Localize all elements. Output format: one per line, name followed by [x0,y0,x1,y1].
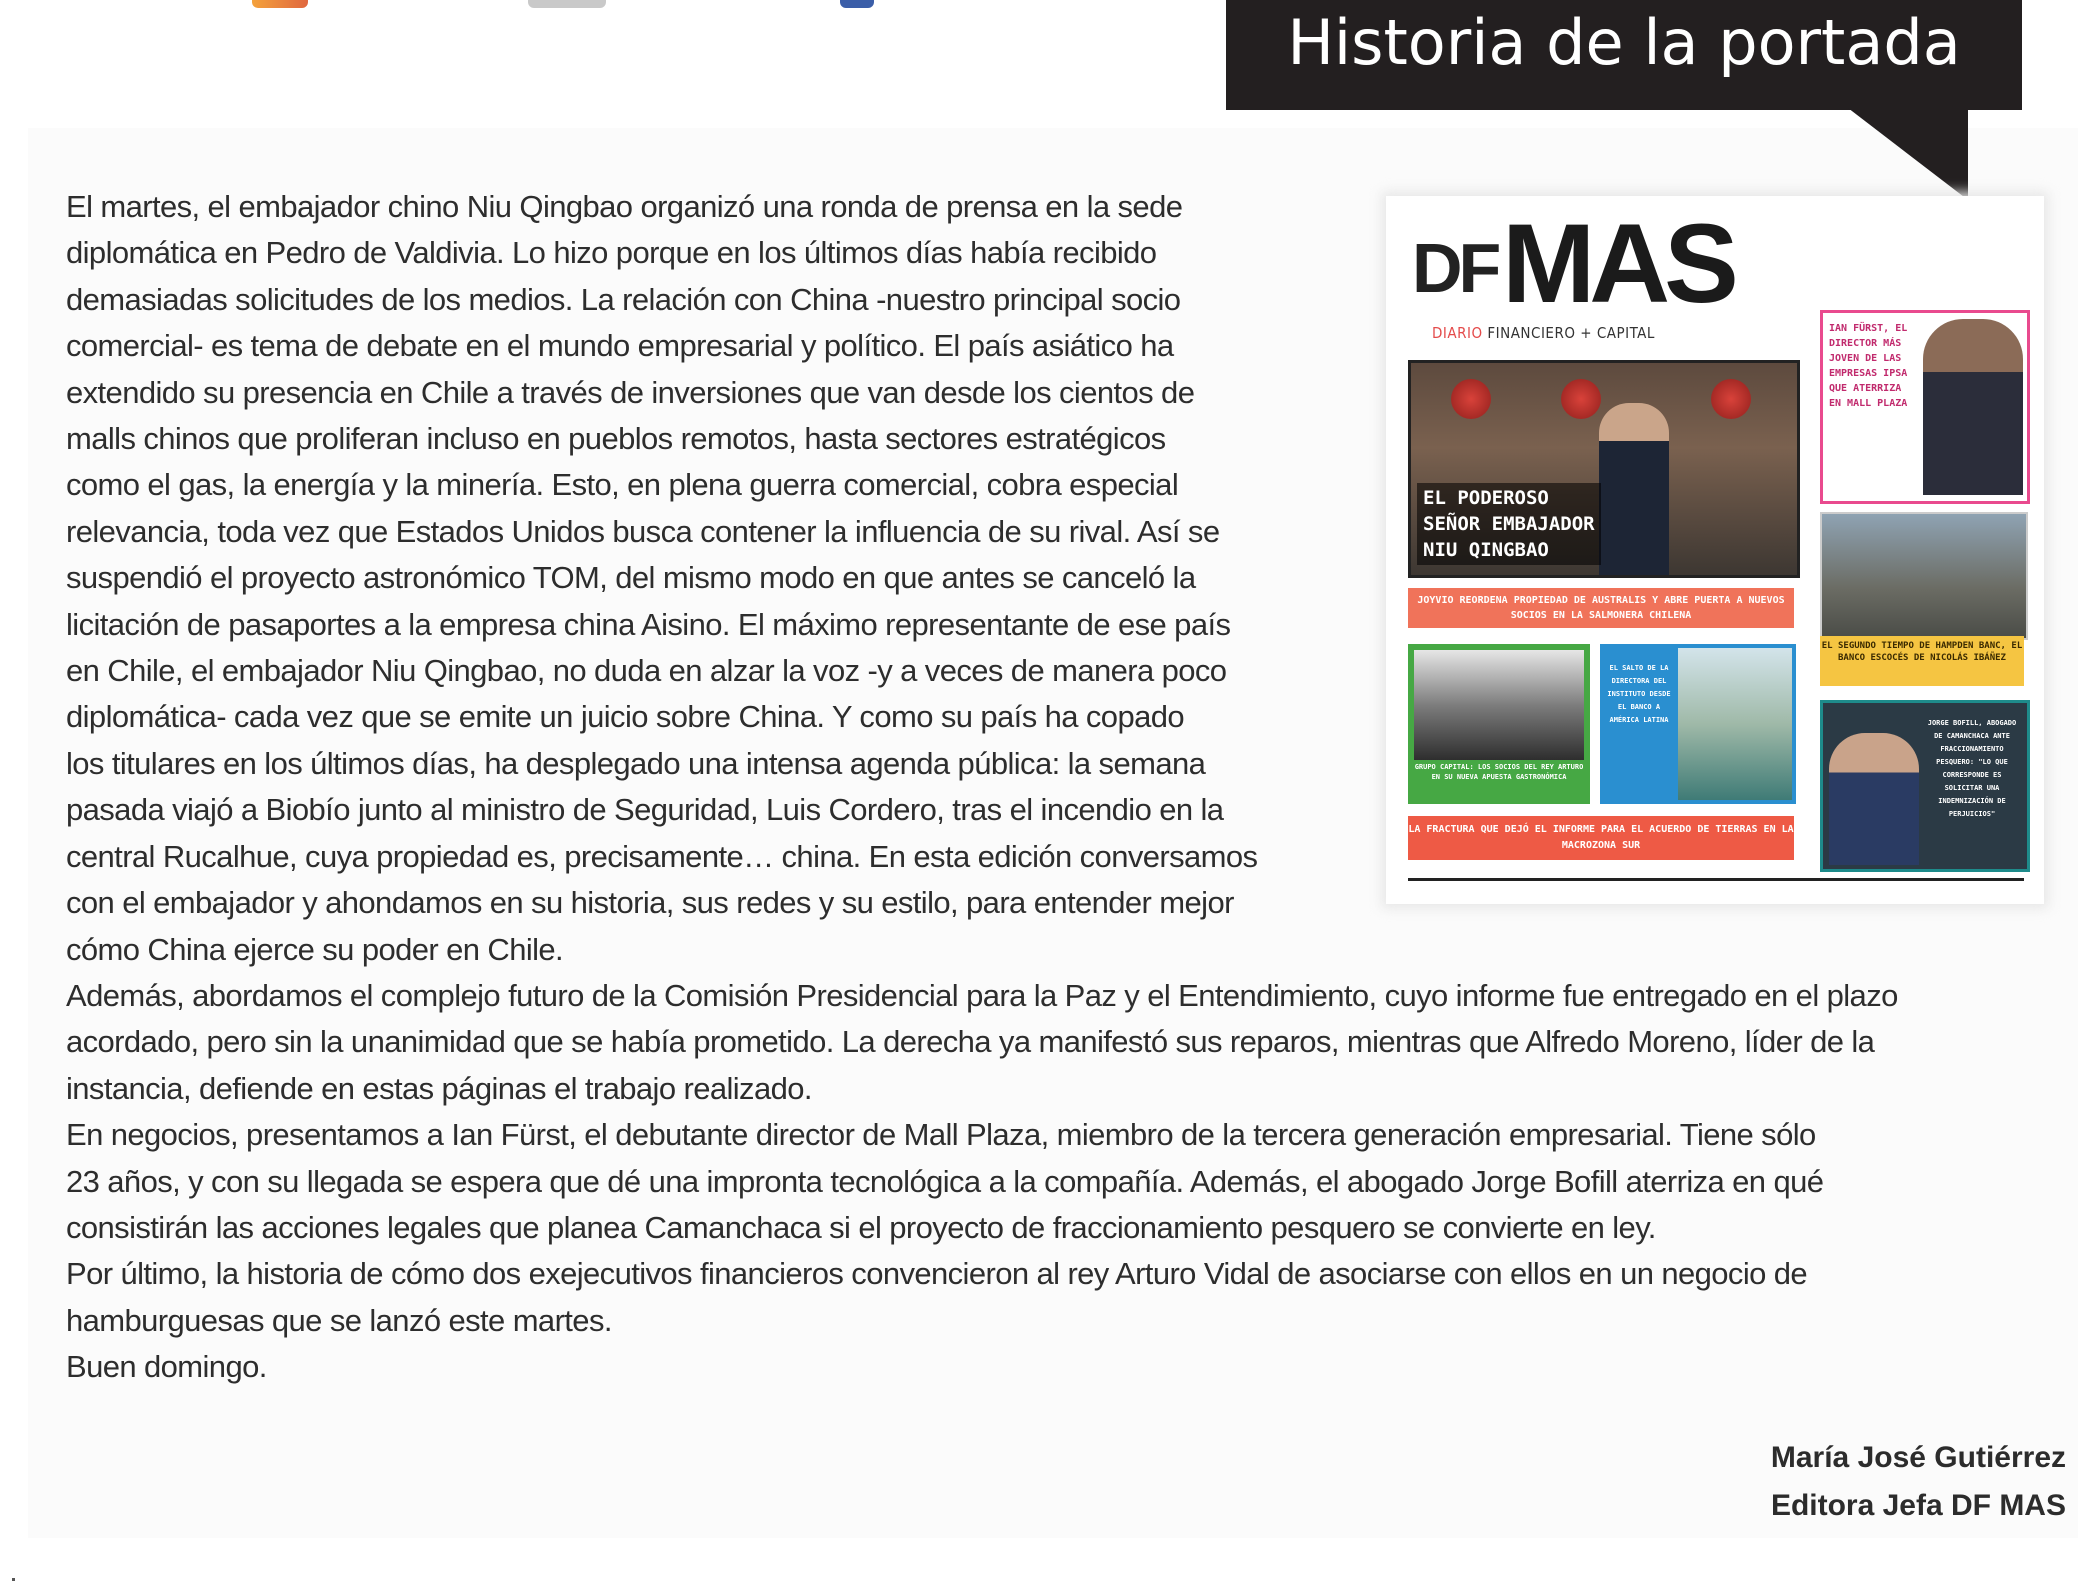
cover-story-teal [1820,700,2030,872]
article-line: diplomática- cada vez que se emite un juicio sobre China. Y como su país ha copado [66,699,1185,735]
article-line: con el embajador y ahondamos en su historia, sus redes y su estilo, para entender mejor [66,885,1234,921]
article-line: hamburguesas que se lanzó este martes. [66,1302,612,1338]
article-line: malls chinos que proliferan incluso en pueblos remotos, hasta sectores estratégicos [66,421,1166,457]
instagram-icon[interactable] [252,0,308,8]
article-line: instancia, defiende en estas páginas el trabajo realizado. [66,1070,812,1106]
page-mark [12,1578,15,1581]
article-line: Buen domingo. [66,1349,267,1385]
lawyer-figure [1829,733,1919,865]
social-icon[interactable] [528,0,606,8]
article-line: comercial- es tema de debate en el mundo empresarial y político. El país asiático ha [66,328,1174,364]
cover-story-blue [1600,644,1796,804]
logo-mas: MAS [1502,201,1733,326]
hero-caption-line: NIU QINGBAO [1423,539,1549,561]
logo-subtitle [1432,324,1655,342]
article-line: 23 años, y con su llegada se espera que dé una impronta tecnológica a la compañía. Además, el abogado Jorge Bofill aterriza en qué [66,1163,1824,1199]
group-photo [1414,650,1584,760]
article-line: como el gas, la energía y la minería. Esto, en plena guerra comercial, cobra especial [66,467,1179,503]
article-line: Por último, la historia de cómo dos exejecutivos financieros convencieron al rey Arturo Vidal de asociarse con ellos en un negocio de [66,1256,1808,1292]
cover-rule [1408,878,2024,881]
hero-caption [1417,483,1601,565]
green-story-caption: GRUPO CAPITAL: LOS SOCIOS DEL REY ARTURO EN SU NUEVA APUESTA GASTRONÓMICA [1414,763,1584,781]
hero-caption-line: SEÑOR EMBAJADOR [1423,513,1595,535]
logo-sub-red: DIARIO [1432,324,1483,342]
cover-hero-photo [1408,360,1800,578]
article-line: central Rucalhue, cuya propiedad es, precisamente… china. En esta edición conversamos [66,838,1258,874]
cover-building-photo [1820,512,2028,640]
article-line: cómo China ejerce su poder en Chile. [66,931,564,967]
article-line: los titulares en los últimos días, ha desplegado una intensa agenda pública: la semana [66,745,1206,781]
article-line: en Chile, el embajador Niu Qingbao, no duda en alzar la voz -y a veces de manera poco [66,653,1227,689]
hero-caption-line: EL PODEROSO [1423,487,1549,509]
section-banner [1226,0,2022,110]
teal-story-text: JORGE BOFILL, ABOGADO DE CAMANCHACA ANTE FRACCIONAMIENTO PESQUERO: "LO QUE CORRESPONDE ES SOLICITAR UNA INDEMNIZACIÓN DE PERJUICIOS" [1927,719,2017,818]
article-line: relevancia, toda vez que Estados Unidos busca contener la influencia de su rival. Así se [66,513,1220,549]
salmon-story-text: JOYVIO REORDENA PROPIEDAD DE AUSTRALIS Y ABRE PUERTA A NUEVOS SOCIOS EN LA SALMONERA CHILENA [1408,588,1794,628]
cover-story-pink [1820,310,2030,504]
author-role: Editora Jefa DF MAS [1770,1489,2066,1522]
cover-story-green [1408,644,1590,804]
logo-df: DF [1412,229,1498,307]
article-line: Además, abordamos el complejo futuro de la Comisión Presidencial para la Paz y el Entendimiento, cuyo informe fue entregado en el plazo [66,977,1898,1013]
yellow-story-text: EL SEGUNDO TIEMPO DE HAMPDEN BANC, EL BANCO ESCOCÉS DE NICOLÁS IBÁÑEZ [1820,636,2024,686]
facebook-icon[interactable] [840,0,874,8]
woman-photo [1678,648,1792,800]
red-story-text: LA FRACTURA QUE DEJÓ EL INFORME PARA EL ACUERDO DE TIERRAS EN LA MACROZONA SUR [1408,816,1794,860]
signature [1771,1434,2066,1530]
article-line: pasada viajó a Biobío junto al ministro de Seguridad, Luis Cordero, tras el incendio en la [66,792,1224,828]
lantern-shape [1451,379,1491,419]
lantern-shape [1561,379,1601,419]
article-line: suspendió el proyecto astronómico TOM, del mismo modo en que antes se canceló la [66,560,1196,596]
pink-story-text: IAN FÜRST, EL DIRECTOR MÁS JOVEN DE LAS EMPRESAS IPSA QUE ATERRIZA EN MALL PLAZA [1829,323,1908,409]
portrait-figure [1923,319,2023,495]
author-name: María José Gutiérrez [1770,1441,2066,1474]
article-line: El martes, el embajador chino Niu Qingbao organizó una ronda de prensa en la sede [66,189,1183,224]
article-line: licitación de pasaportes a la empresa china Aisino. El máximo representante de ese país [66,606,1231,642]
ambassador-figure [1599,403,1669,575]
blue-story-text: EL SALTO DE LA DIRECTORA DEL INSTITUTO DESDE EL BANCO A AMÉRICA LATINA [1607,664,1671,724]
banner-title: Historia de la portada [1287,6,1961,79]
logo-sub-rest: FINANCIERO + CAPITAL [1482,324,1655,342]
article-line: acordado, pero sin la unanimidad que se había prometido. La derecha ya manifestó sus reparos, mientras que Alfredo Moreno, líder de la [66,1024,1875,1060]
article-line: extendido su presencia en Chile a través de inversiones que van desde los cientos de [66,374,1195,410]
article-line: consistirán las acciones legales que planea Camanchaca si el proyecto de fraccionamiento pesquero se convierte en ley. [66,1209,1656,1245]
article-line: En negocios, presentamos a Ian Fürst, el debutante director de Mall Plaza, miembro de la tercera generación empresarial. Tiene sólo [66,1117,1816,1153]
lantern-shape [1711,379,1751,419]
magazine-cover[interactable] [1386,196,2044,904]
article-line: demasiadas solicitudes de los medios. La relación con China -nuestro principal socio [66,281,1181,317]
article-line: diplomática en Pedro de Valdivia. Lo hizo porque en los últimos días había recibido [66,235,1157,271]
